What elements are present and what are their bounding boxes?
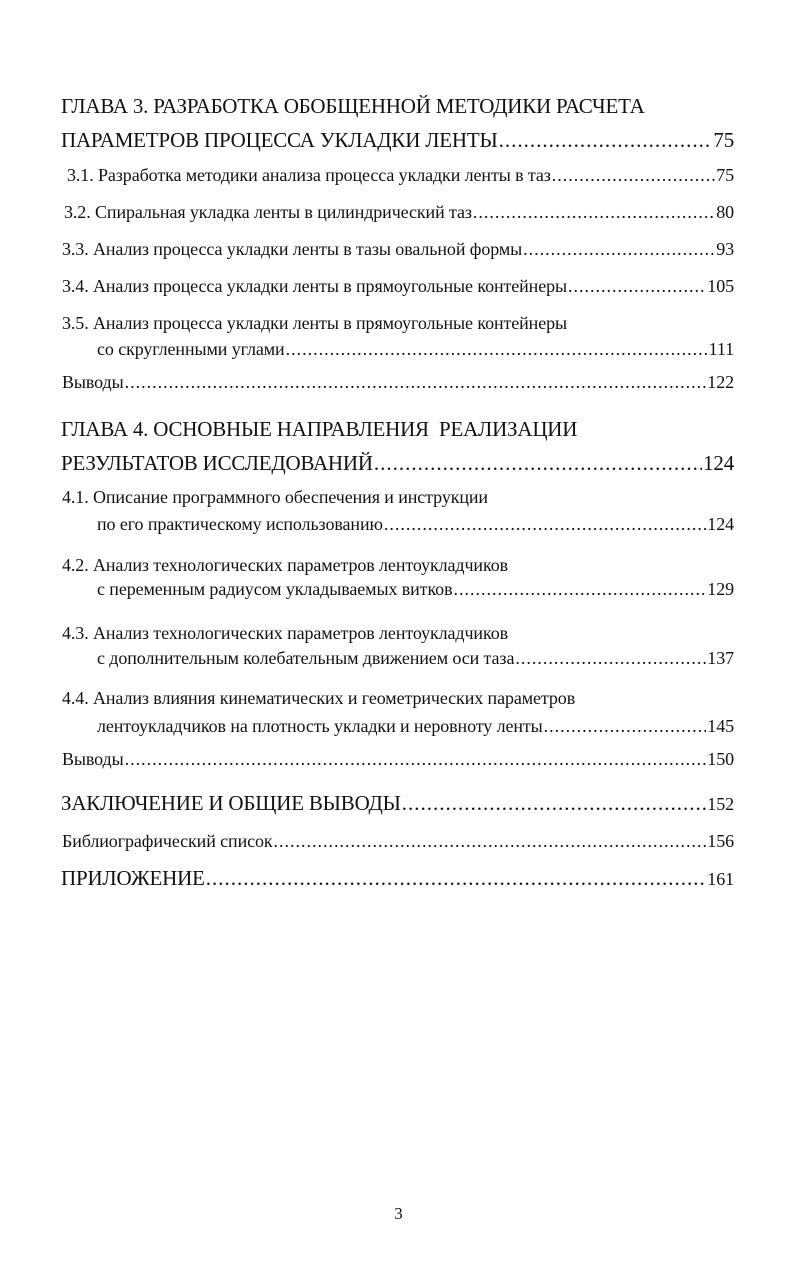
toc-leader-dots — [453, 580, 706, 598]
toc-section-text: Выводы — [62, 749, 124, 769]
toc-leader-dots — [384, 515, 706, 533]
toc-section-text: 4.2. Анализ технологических параметров лентоукладчиков — [62, 555, 508, 575]
toc-appendix-text: ПРИЛОЖЕНИЕ — [61, 866, 205, 890]
toc-leader-dots — [374, 453, 702, 474]
toc-page-number: 105 — [707, 276, 734, 296]
toc-section-text: 3.4. Анализ процесса укладки ленты в прямоугольные контейнеры — [62, 276, 568, 296]
toc-section-4-4-line-1 — [62, 689, 575, 707]
toc-chapter-4-title-text: ГЛАВА 4. ОСНОВНЫЕ НАПРАВЛЕНИЯ РЕАЛИЗАЦИИ — [61, 417, 578, 441]
toc-section-text-2: по его практическому использованию — [97, 514, 383, 534]
toc-page-number: 80 — [716, 202, 734, 222]
toc-section-text: 3.5. Анализ процесса укладки ленты в прямоугольные контейнеры — [62, 313, 568, 333]
toc-leader-dots — [473, 203, 715, 221]
toc-section-4-3 — [97, 649, 734, 667]
toc-conclusion-entry — [61, 793, 734, 814]
toc-section-3-5-line-1 — [62, 314, 567, 332]
toc-page-number: 156 — [707, 831, 734, 851]
toc-leader-dots — [125, 373, 707, 391]
toc-section-4-3-line-1 — [62, 624, 508, 642]
toc-leader-dots — [274, 832, 707, 850]
toc-page-number: 161 — [707, 869, 734, 889]
toc-section-text: Выводы — [62, 372, 124, 392]
toc-conclusion-text: ЗАКЛЮЧЕНИЕ И ОБЩИЕ ВЫВОДЫ — [61, 791, 401, 815]
toc-chapter-3-entry — [61, 130, 734, 151]
toc-section-text: 4.1. Описание программного обеспечения и инструкции — [62, 487, 488, 507]
toc-section-text: 4.4. Анализ влияния кинематических и геометрических параметров — [62, 688, 576, 708]
toc-leader-dots — [523, 240, 715, 258]
toc-chapter-3-title-text-2: ПАРАМЕТРОВ ПРОЦЕССА УКЛАДКИ ЛЕНТЫ — [61, 128, 498, 152]
toc-section-4-1 — [97, 515, 734, 533]
toc-section-4-4 — [97, 717, 734, 735]
toc-leader-dots — [544, 717, 707, 735]
toc-leader-dots — [206, 868, 707, 889]
toc-section-4-2 — [97, 580, 734, 598]
toc-section-3-5 — [97, 340, 734, 358]
toc-section-text-2: лентоукладчиков на плотность укладки и неровноту ленты — [97, 716, 543, 736]
toc-leader-dots — [286, 340, 708, 358]
page-number: 3 — [394, 1204, 403, 1223]
toc-page-number: 145 — [707, 716, 734, 736]
toc-leader-dots — [552, 166, 715, 184]
toc-chapter-4-conclusions — [62, 750, 734, 768]
toc-page-number: 124 — [707, 514, 734, 534]
toc-section-text-2: с дополнительным колебательным движением оси таза — [97, 648, 515, 668]
toc-page-number: 150 — [707, 749, 734, 769]
toc-page-number: 75 — [716, 165, 734, 185]
toc-section-text: 3.1. Разработка методики анализа процесса укладки ленты в таз — [67, 165, 551, 185]
toc-page-number: 124 — [703, 451, 734, 475]
toc-leader-dots — [125, 750, 707, 768]
toc-section-text-2: со скругленными углами — [97, 339, 285, 359]
toc-bibliography-entry — [62, 832, 734, 850]
toc-chapter-3-title-text: ГЛАВА 3. РАЗРАБОТКА ОБОБЩЕННОЙ МЕТОДИКИ РАСЧЕТА — [61, 94, 645, 118]
toc-section-text: 3.2. Спиральная укладка ленты в цилиндрический таз — [64, 202, 472, 222]
toc-page-number: 75 — [713, 128, 734, 152]
toc-section-3-2 — [64, 203, 734, 221]
toc-section-3-1 — [67, 166, 734, 184]
toc-section-4-1-line-1 — [62, 488, 488, 506]
toc-chapter-4-title-text-2: РЕЗУЛЬТАТОВ ИССЛЕДОВАНИЙ — [61, 451, 373, 475]
toc-page-number: 122 — [707, 372, 734, 392]
toc-section-4-2-line-1 — [62, 556, 508, 574]
toc-section-text: 4.3. Анализ технологических параметров лентоукладчиков — [62, 623, 508, 643]
toc-bibliography-text: Библиографический список — [62, 831, 273, 851]
toc-page-number: 93 — [716, 239, 734, 259]
toc-leader-dots — [499, 130, 713, 151]
toc-section-3-3 — [62, 240, 734, 258]
toc-page-number: 152 — [707, 794, 734, 814]
toc-page-number: 111 — [708, 339, 734, 359]
toc-chapter-4-title-line-1 — [61, 419, 577, 440]
toc-appendix-entry — [61, 868, 734, 889]
toc-leader-dots — [515, 649, 706, 667]
toc-chapter-3-conclusions — [62, 373, 734, 391]
toc-chapter-4-entry — [61, 453, 734, 474]
toc-section-text: 3.3. Анализ процесса укладки ленты в тазы овальной формы — [62, 239, 523, 259]
toc-section-text-2: с переменным радиусом укладываемых витков — [97, 579, 453, 599]
toc-page-number: 129 — [707, 579, 734, 599]
toc-leader-dots — [568, 277, 706, 295]
toc-chapter-3-title-line-1 — [61, 96, 645, 117]
toc-section-3-4 — [62, 277, 734, 295]
toc-page-number: 137 — [707, 648, 734, 668]
toc-leader-dots — [402, 793, 707, 814]
